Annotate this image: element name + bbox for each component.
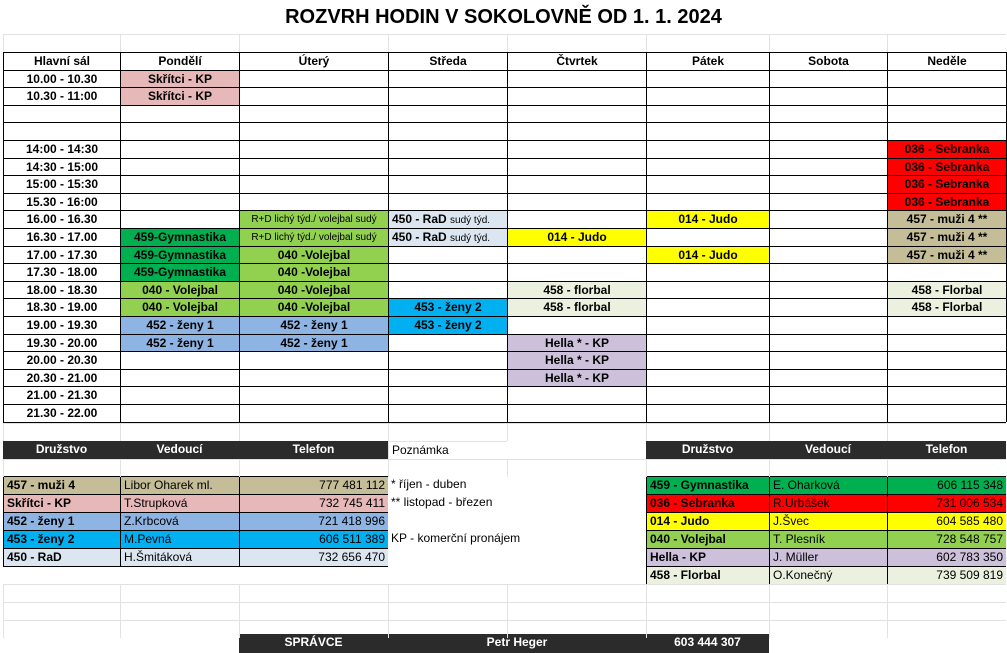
team-cell: 459 - Gymnastika	[646, 476, 769, 494]
schedule-cell	[646, 122, 769, 140]
time-cell: 20.30 - 21.00	[3, 369, 120, 387]
note-cell	[388, 548, 588, 566]
schedule-cell	[769, 281, 887, 299]
grid-cell	[3, 459, 120, 477]
schedule-cell: 036 - Sebranka	[887, 175, 1006, 193]
schedule-cell: 450 - RaD sudý týd.	[388, 228, 507, 246]
schedule-cell	[239, 369, 388, 387]
grid-cell	[887, 34, 1006, 52]
time-cell: 18.30 - 19.00	[3, 298, 120, 316]
schedule-cell: 040 - Volejbal	[120, 298, 239, 316]
time-cell: 17.00 - 17.30	[3, 246, 120, 264]
phone-cell: 606 511 389	[239, 530, 388, 548]
schedule-cell	[646, 263, 769, 281]
grid-cell	[769, 459, 887, 477]
leader-cell: O.Konečný	[769, 566, 887, 584]
grid-cell	[769, 602, 887, 620]
grid-cell	[239, 584, 388, 602]
grid-cell	[769, 34, 887, 52]
left-bottom-border	[3, 566, 388, 567]
time-cell: 19.00 - 19.30	[3, 316, 120, 334]
grid-cell	[120, 459, 239, 477]
team-cell: 040 - Volejbal	[646, 530, 769, 548]
schedule-cell	[239, 193, 388, 211]
schedule-cell	[887, 369, 1006, 387]
grid-cell	[646, 620, 769, 638]
schedule-cell	[507, 87, 646, 105]
schedule-header-2: Úterý	[239, 52, 388, 70]
schedule-cell: 040 - Volejbal	[120, 281, 239, 299]
grid-cell	[120, 423, 239, 441]
phone-cell: 606 115 348	[887, 476, 1006, 494]
schedule-cell	[769, 210, 887, 228]
time-cell: 14:00 - 14:30	[3, 140, 120, 158]
schedule-cell	[646, 193, 769, 211]
grid-cell	[646, 602, 769, 620]
schedule-cell	[120, 105, 239, 123]
schedule-cell: Hella * - KP	[507, 369, 646, 387]
schedule-cell	[646, 316, 769, 334]
team-cell: 450 - RaD	[3, 548, 120, 566]
schedule-cell: 014 - Judo	[507, 228, 646, 246]
time-cell: 14:30 - 15:00	[3, 158, 120, 176]
schedule-cell	[769, 158, 887, 176]
leader-cell: J.Švec	[769, 512, 887, 530]
schedule-cell	[239, 140, 388, 158]
schedule-cell	[646, 70, 769, 88]
schedule-cell	[120, 140, 239, 158]
schedule-cell: 457 - muži 4 **	[887, 246, 1006, 264]
schedule-cell: Skřítci - KP	[120, 87, 239, 105]
grid-cell	[507, 423, 646, 441]
schedule-cell	[769, 386, 887, 404]
schedule-cell	[887, 122, 1006, 140]
time-cell: 10.30 - 11:00	[3, 87, 120, 105]
time-cell: 18.00 - 18.30	[3, 281, 120, 299]
schedule-cell	[239, 386, 388, 404]
grid-cell	[239, 34, 388, 52]
schedule-cell	[239, 158, 388, 176]
schedule-cell	[646, 87, 769, 105]
schedule-cell	[646, 228, 769, 246]
time-cell: 19.30 - 20.00	[3, 334, 120, 352]
phone-cell: 777 481 112	[239, 476, 388, 494]
schedule-cell	[239, 105, 388, 123]
schedule-cell	[507, 122, 646, 140]
schedule-cell: 453 - ženy 2	[388, 316, 507, 334]
schedule-cell: R+D lichý týd./ volejbal sudý	[239, 210, 388, 228]
phone-cell: 731 006 534	[887, 494, 1006, 512]
schedule-cell	[646, 334, 769, 352]
time-cell: 20.00 - 20.30	[3, 351, 120, 369]
schedule-cell	[388, 193, 507, 211]
schedule-cell	[507, 316, 646, 334]
grid-cell	[120, 620, 239, 638]
grid-cell	[646, 34, 769, 52]
team-cell: 458 - Florbal	[646, 566, 769, 584]
schedule-cell	[769, 316, 887, 334]
schedule-cell	[646, 404, 769, 422]
time-cell: 16.00 - 16.30	[3, 210, 120, 228]
team-cell: Skřítci - KP	[3, 494, 120, 512]
grid-cell	[239, 620, 388, 638]
grid-cell	[120, 584, 239, 602]
schedule-cell	[769, 228, 887, 246]
schedule-cell: 452 - ženy 1	[239, 316, 388, 334]
schedule-cell	[887, 316, 1006, 334]
grid-cell	[388, 584, 507, 602]
grid-cell	[507, 459, 646, 477]
grid-cell	[239, 459, 388, 477]
schedule-cell: 459-Gymnastika	[120, 246, 239, 264]
leader-cell: R.Urbášek	[769, 494, 887, 512]
schedule-cell: 014 - Judo	[646, 246, 769, 264]
schedule-cell	[769, 87, 887, 105]
schedule-cell	[769, 140, 887, 158]
schedule-cell	[388, 158, 507, 176]
schedule-cell	[646, 140, 769, 158]
schedule-cell: 036 - Sebranka	[887, 193, 1006, 211]
schedule-cell	[507, 386, 646, 404]
contacts-right-header-0: Družstvo	[646, 441, 769, 459]
schedule-cell: 457 - muži 4 **	[887, 210, 1006, 228]
schedule-cell	[507, 70, 646, 88]
schedule-cell	[120, 122, 239, 140]
schedule-cell	[507, 404, 646, 422]
grid-cell	[388, 459, 507, 477]
schedule-cell	[887, 87, 1006, 105]
schedule-cell	[507, 105, 646, 123]
schedule-cell	[120, 369, 239, 387]
contacts-right-header-2: Telefon	[887, 441, 1006, 459]
schedule-cell	[120, 210, 239, 228]
grid-cell	[3, 423, 120, 441]
grid-cell	[646, 459, 769, 477]
team-cell: 457 - muži 4	[3, 476, 120, 494]
schedule-cell	[239, 351, 388, 369]
time-cell: 15.30 - 16:00	[3, 193, 120, 211]
schedule-cell: 458 - florbal	[507, 281, 646, 299]
schedule-cell: 040 -Volejbal	[239, 263, 388, 281]
schedule-cell	[646, 386, 769, 404]
leader-cell: M.Pevná	[120, 530, 239, 548]
grid-cell	[887, 459, 1006, 477]
grid-cell	[239, 602, 388, 620]
schedule-cell: 453 - ženy 2	[388, 298, 507, 316]
schedule-cell	[507, 263, 646, 281]
schedule-cell	[887, 334, 1006, 352]
schedule-cell	[887, 386, 1006, 404]
schedule-cell: 459-Gymnastika	[120, 263, 239, 281]
schedule-cell	[646, 175, 769, 193]
schedule-cell	[887, 105, 1006, 123]
schedule-cell: R+D lichý týd./ volejbal sudý	[239, 228, 388, 246]
grid-cell	[507, 34, 646, 52]
team-cell: 036 - Sebranka	[646, 494, 769, 512]
grid-cell	[887, 620, 1006, 638]
schedule-cell	[507, 193, 646, 211]
schedule-cell	[388, 386, 507, 404]
grid-cell	[120, 602, 239, 620]
schedule-cell	[646, 158, 769, 176]
schedule-cell	[769, 246, 887, 264]
time-cell: 17.30 - 18.00	[3, 263, 120, 281]
team-cell: Hella - KP	[646, 548, 769, 566]
grid-cell	[388, 423, 507, 441]
schedule-cell: 040 -Volejbal	[239, 246, 388, 264]
contacts-left-header-0: Družstvo	[3, 441, 120, 459]
grid-cell	[507, 584, 646, 602]
schedule-cell	[388, 351, 507, 369]
admin-label: SPRÁVCE	[239, 634, 388, 653]
schedule-cell	[120, 175, 239, 193]
schedule-cell	[388, 122, 507, 140]
schedule-cell	[646, 105, 769, 123]
grid-cell	[646, 423, 769, 441]
schedule-cell	[120, 193, 239, 211]
schedule-cell	[507, 175, 646, 193]
contacts-left-header-1: Vedoucí	[120, 441, 239, 459]
grid-cell	[887, 602, 1006, 620]
schedule-cell	[769, 193, 887, 211]
schedule-cell: 458 - Florbal	[887, 298, 1006, 316]
schedule-cell	[388, 87, 507, 105]
schedule-cell: 459-Gymnastika	[120, 228, 239, 246]
schedule-cell: 036 - Sebranka	[887, 158, 1006, 176]
time-cell: 21.30 - 22.00	[3, 404, 120, 422]
schedule-cell	[887, 351, 1006, 369]
schedule-cell	[646, 369, 769, 387]
grid-cell	[887, 584, 1006, 602]
leader-cell: T.Strupková	[120, 494, 239, 512]
schedule-cell	[769, 122, 887, 140]
grid-cell	[388, 34, 507, 52]
schedule-cell	[120, 404, 239, 422]
schedule-cell: 458 - florbal	[507, 298, 646, 316]
team-cell: 452 - ženy 1	[3, 512, 120, 530]
schedule-cell: Hella * - KP	[507, 334, 646, 352]
phone-cell: 728 548 757	[887, 530, 1006, 548]
schedule-cell	[388, 105, 507, 123]
phone-cell: 602 783 350	[887, 548, 1006, 566]
schedule-cell	[887, 263, 1006, 281]
note-header: Poznámka	[388, 441, 507, 459]
page-title: ROZVRH HODIN V SOKOLOVNĚ OD 1. 1. 2024	[285, 6, 722, 28]
schedule-header-1: Pondělí	[120, 52, 239, 70]
schedule-cell	[388, 281, 507, 299]
leader-cell: T. Plesník	[769, 530, 887, 548]
time-cell: 10.00 - 10.30	[3, 70, 120, 88]
schedule-cell: 452 - ženy 1	[120, 334, 239, 352]
schedule-cell	[769, 298, 887, 316]
grid-cell	[507, 620, 646, 638]
note-cell: ** listopad - březen	[391, 495, 493, 509]
phone-cell: 732 656 470	[239, 548, 388, 566]
leader-cell: Z.Krbcová	[120, 512, 239, 530]
schedule-cell: 452 - ženy 1	[239, 334, 388, 352]
schedule-cell: 040 -Volejbal	[239, 298, 388, 316]
schedule-cell	[646, 281, 769, 299]
schedule-cell	[120, 386, 239, 404]
phone-cell: 604 585 480	[887, 512, 1006, 530]
grid-cell	[769, 423, 887, 441]
schedule-cell: 036 - Sebranka	[887, 140, 1006, 158]
schedule-cell	[769, 404, 887, 422]
schedule-header-3: Středa	[388, 52, 507, 70]
phone-cell: 739 509 819	[887, 566, 1006, 584]
grid-cell	[3, 602, 120, 620]
schedule-cell	[388, 263, 507, 281]
leader-cell: Libor Oharek ml.	[120, 476, 239, 494]
grid-cell	[769, 584, 887, 602]
grid-cell	[769, 620, 887, 638]
schedule-cell	[239, 404, 388, 422]
team-cell: 453 - ženy 2	[3, 530, 120, 548]
note-cell: KP - komerční pronájem	[391, 531, 521, 545]
schedule-cell: 452 - ženy 1	[120, 316, 239, 334]
schedule-cell	[388, 175, 507, 193]
schedule-cell	[239, 87, 388, 105]
schedule-cell	[769, 105, 887, 123]
grid-cell	[3, 34, 120, 52]
contacts-left-header-2: Telefon	[239, 441, 388, 459]
time-cell: 21.00 - 21.30	[3, 386, 120, 404]
schedule-cell	[388, 70, 507, 88]
time-cell: 15:00 - 15:30	[3, 175, 120, 193]
team-cell: 014 - Judo	[646, 512, 769, 530]
schedule-cell	[239, 122, 388, 140]
schedule-cell: 458 - Florbal	[887, 281, 1006, 299]
schedule-cell	[388, 246, 507, 264]
grid-cell	[239, 423, 388, 441]
note-cell	[388, 512, 588, 530]
time-cell	[3, 105, 120, 123]
note-cell: * říjen - duben	[391, 477, 467, 491]
schedule-cell	[507, 158, 646, 176]
schedule-cell	[120, 158, 239, 176]
schedule-header-0: Hlavní sál	[3, 52, 120, 70]
phone-cell: 732 745 411	[239, 494, 388, 512]
schedule-cell	[769, 70, 887, 88]
schedule-cell	[388, 334, 507, 352]
grid-cell	[120, 34, 239, 52]
grid-cell	[887, 423, 1006, 441]
schedule-cell	[769, 263, 887, 281]
schedule-cell: 450 - RaD sudý týd.	[388, 210, 507, 228]
leader-cell: J. Müller	[769, 548, 887, 566]
grid-cell	[388, 602, 507, 620]
schedule-cell	[646, 351, 769, 369]
schedule-cell	[769, 334, 887, 352]
schedule-cell	[507, 140, 646, 158]
schedule-cell	[646, 298, 769, 316]
schedule-cell	[388, 369, 507, 387]
schedule-cell: 040 -Volejbal	[239, 281, 388, 299]
schedule-cell: Hella * - KP	[507, 351, 646, 369]
schedule-header-6: Sobota	[769, 52, 887, 70]
leader-cell: E. Oharková	[769, 476, 887, 494]
schedule-cell	[887, 70, 1006, 88]
grid-cell	[507, 602, 646, 620]
schedule-cell	[507, 246, 646, 264]
phone-cell: 721 418 996	[239, 512, 388, 530]
grid-cell	[646, 584, 769, 602]
schedule-cell	[507, 210, 646, 228]
schedule-cell	[769, 351, 887, 369]
schedule-cell	[388, 140, 507, 158]
schedule-cell: 457 - muži 4 **	[887, 228, 1006, 246]
schedule-cell	[887, 404, 1006, 422]
schedule-cell	[239, 175, 388, 193]
schedule-header-4: Čtvrtek	[507, 52, 646, 70]
admin-phone: 603 444 307	[646, 634, 769, 653]
admin-name: Petr Heger	[388, 634, 646, 653]
schedule-cell	[239, 70, 388, 88]
schedule-header-5: Pátek	[646, 52, 769, 70]
schedule-cell: 014 - Judo	[646, 210, 769, 228]
time-cell	[3, 122, 120, 140]
schedule-cell	[120, 351, 239, 369]
schedule-header-7: Neděle	[887, 52, 1006, 70]
schedule-cell	[769, 175, 887, 193]
leader-cell: H.Šmitáková	[120, 548, 239, 566]
grid-cell	[3, 620, 120, 638]
grid-cell	[388, 620, 507, 638]
schedule-cell: Skřítci - KP	[120, 70, 239, 88]
grid-cell	[3, 584, 120, 602]
time-cell: 16.30 - 17.00	[3, 228, 120, 246]
schedule-cell	[769, 369, 887, 387]
contacts-right-header-1: Vedoucí	[769, 441, 887, 459]
schedule-cell	[388, 404, 507, 422]
